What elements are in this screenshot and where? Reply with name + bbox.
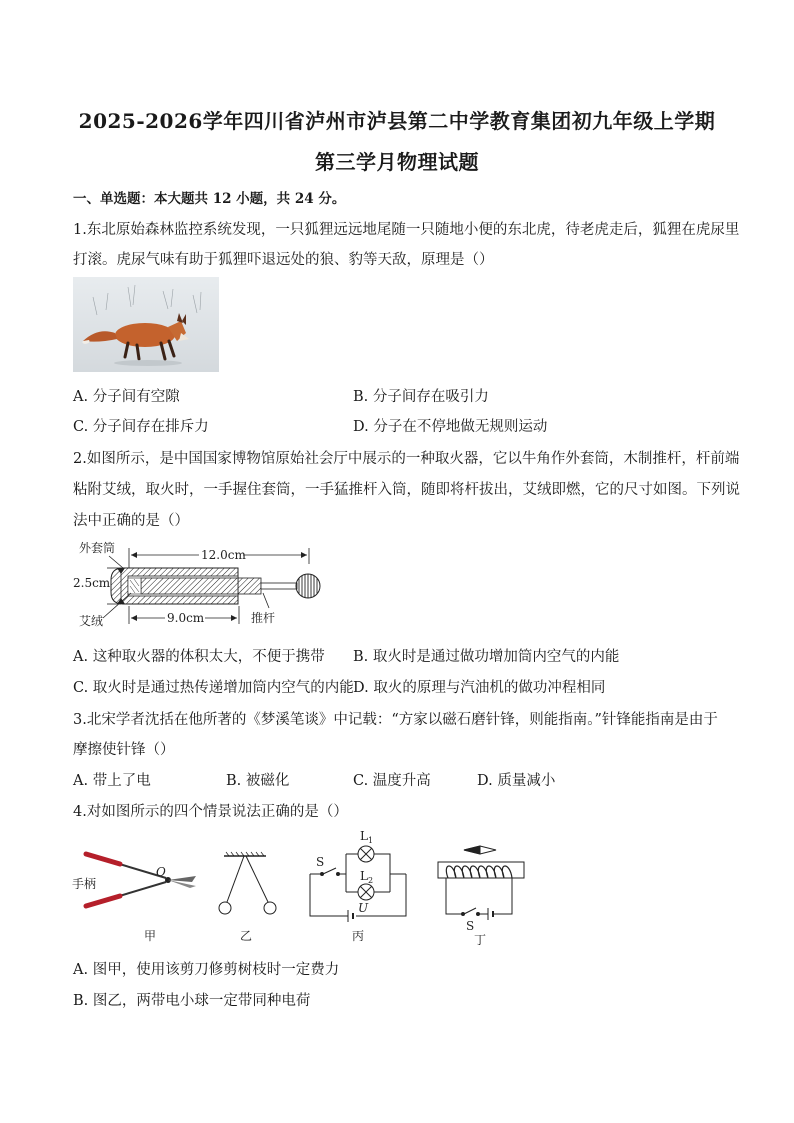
q2-option-d[interactable]: D. 取火的原理与汽油机的做功冲程相同 bbox=[353, 680, 606, 696]
q3-option-b[interactable]: B. 被磁化 bbox=[226, 773, 290, 789]
fox-in-snow-photo bbox=[73, 277, 219, 372]
q4-option-b[interactable]: B. 图乙，两带电小球一定带同种电荷 bbox=[73, 993, 311, 1009]
section-heading: 一、单选题：本大题共 12 小题，共 24 分。 bbox=[73, 191, 346, 207]
q2-option-b[interactable]: B. 取火时是通过做功增加筒内空气的内能 bbox=[353, 649, 620, 665]
q3-option-c[interactable]: C. 温度升高 bbox=[353, 773, 431, 789]
caption-bing: 丙 bbox=[352, 929, 365, 943]
fire-piston-diagram bbox=[73, 538, 323, 630]
exam-title-line1: 2025-2026学年四川省泸州市泸县第二中学教育集团初九年级上学期 bbox=[78, 109, 716, 133]
label-switch: S bbox=[316, 855, 325, 869]
label-handle: 手柄 bbox=[72, 877, 97, 891]
label-switch2: S bbox=[466, 919, 475, 933]
q2-line3: 法中正确的是（） bbox=[73, 513, 189, 529]
q2-option-a[interactable]: A. 这种取火器的体积太大，不便于携带 bbox=[73, 649, 325, 665]
q4-line1: 4.对如图所示的四个情景说法正确的是（） bbox=[73, 804, 348, 820]
q2-option-c[interactable]: C. 取火时是通过热传递增加筒内空气的内能 bbox=[73, 680, 354, 696]
q1-option-c[interactable]: C. 分子间存在排斥力 bbox=[73, 419, 209, 435]
caption-ding: 丁 bbox=[474, 933, 487, 946]
charged-balls-drawing bbox=[219, 852, 276, 914]
q3-option-a[interactable]: A. 带上了电 bbox=[73, 773, 151, 789]
label-lamp1: $L_1$ bbox=[360, 829, 374, 845]
q3-line1: 3.北宋学者沈括在他所著的《梦溪笔谈》中记载：“方家以磁石磨针锋，则能指南。”针锋能指南是由于 bbox=[73, 712, 718, 728]
electromagnet-drawing bbox=[438, 846, 524, 920]
q1-option-a[interactable]: A. 分子间有空隙 bbox=[73, 389, 180, 405]
q4-four-scenes-figure bbox=[70, 826, 540, 946]
label-len-inner: 9.0cm bbox=[167, 611, 205, 625]
q1-line1: 1.东北原始森林监控系统发现，一只狐狸远远地尾随一只随地小便的东北虎，待老虎走后，狐狸在虎尿里 bbox=[73, 222, 740, 238]
shears-drawing bbox=[86, 854, 196, 906]
label-outer-tube: 外套筒 bbox=[79, 541, 116, 555]
q1-option-b[interactable]: B. 分子间存在吸引力 bbox=[353, 389, 489, 405]
q1-line2: 打滚。虎尿气味有助于狐狸吓退远处的狼、豹等天敌，原理是（） bbox=[73, 252, 494, 268]
q3-line2: 摩擦使针锋（） bbox=[73, 742, 175, 758]
label-lamp2: $L_2$ bbox=[360, 869, 374, 885]
caption-jia: 甲 bbox=[144, 929, 157, 943]
q1-option-d[interactable]: D. 分子在不停地做无规则运动 bbox=[353, 419, 548, 435]
q2-line1: 2.如图所示，是中国国家博物馆原始社会厅中展示的一种取火器，它以牛角作外套筒，木制推杆，杆前端 bbox=[73, 451, 740, 467]
label-voltage: U bbox=[358, 901, 369, 915]
label-diameter: 2.5cm bbox=[73, 576, 111, 590]
label-tinder: 艾绒 bbox=[79, 614, 104, 628]
label-rod: 推杆 bbox=[251, 611, 276, 625]
q3-option-d[interactable]: D. 质量减小 bbox=[477, 773, 556, 789]
caption-yi: 乙 bbox=[240, 929, 253, 943]
label-pivot: O bbox=[156, 865, 166, 879]
q4-option-a[interactable]: A. 图甲，使用该剪刀修剪树枝时一定费力 bbox=[73, 962, 340, 978]
exam-title-line2: 第三学月物理试题 bbox=[315, 150, 479, 174]
label-len-total: 12.0cm bbox=[201, 548, 246, 562]
q2-line2: 粘附艾绒，取火时，一手握住套筒，一手猛推杆入筒，随即将杆拔出，艾绒即燃，它的尺寸如图。下列说 bbox=[73, 482, 740, 498]
